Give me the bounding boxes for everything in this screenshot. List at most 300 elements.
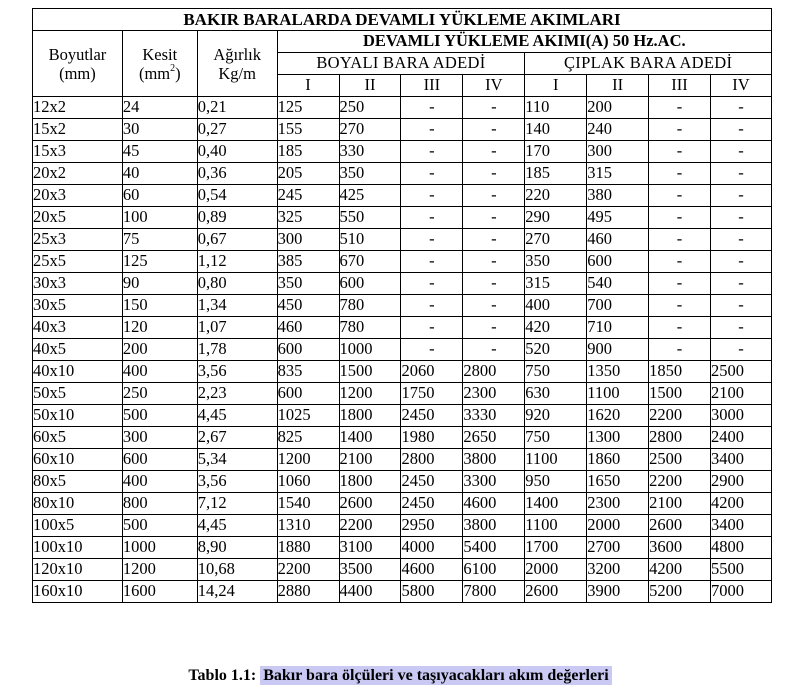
cell-painted-ii: 510 bbox=[339, 229, 401, 251]
cell-painted-ii: 3500 bbox=[339, 559, 401, 581]
cell-bare-i: 1400 bbox=[525, 493, 587, 515]
table-caption bbox=[0, 667, 800, 685]
cell-bare-iii: 1500 bbox=[649, 383, 711, 405]
cell-bare-iii: - bbox=[649, 251, 711, 273]
cell-painted-ii: 1000 bbox=[339, 339, 401, 361]
cell-bare-iii: 2800 bbox=[649, 427, 711, 449]
header-section bbox=[122, 31, 197, 97]
cell-bare-i: 170 bbox=[525, 141, 587, 163]
cell-size: 20x2 bbox=[33, 163, 123, 185]
cell-bare-iv: 2500 bbox=[711, 361, 772, 383]
cell-section: 600 bbox=[122, 449, 197, 471]
table-row bbox=[33, 163, 772, 185]
cell-size: 60x5 bbox=[33, 427, 123, 449]
cell-bare-iv: - bbox=[711, 141, 772, 163]
table-row bbox=[33, 185, 772, 207]
header-size-label: Boyutlar bbox=[48, 44, 107, 64]
cell-bare-i: 270 bbox=[525, 229, 587, 251]
cell-weight: 1,34 bbox=[197, 295, 277, 317]
cell-painted-ii: 780 bbox=[339, 317, 401, 339]
cell-section: 100 bbox=[122, 207, 197, 229]
cell-bare-i: 950 bbox=[525, 471, 587, 493]
table-row bbox=[33, 273, 772, 295]
header-size bbox=[33, 31, 123, 97]
cell-weight: 0,40 bbox=[197, 141, 277, 163]
cell-weight: 10,68 bbox=[197, 559, 277, 581]
cell-size: 50x5 bbox=[33, 383, 123, 405]
cell-weight: 0,54 bbox=[197, 185, 277, 207]
cell-painted-i: 1880 bbox=[277, 537, 339, 559]
cell-bare-iii: 2200 bbox=[649, 405, 711, 427]
header-section-unit-close: ) bbox=[175, 63, 181, 83]
cell-painted-iii: 1750 bbox=[401, 383, 463, 405]
cell-bare-iv: 4800 bbox=[711, 537, 772, 559]
cell-weight: 0,36 bbox=[197, 163, 277, 185]
cell-weight: 0,89 bbox=[197, 207, 277, 229]
cell-painted-i: 125 bbox=[277, 97, 339, 119]
cell-painted-iii: 2950 bbox=[401, 515, 463, 537]
cell-size: 12x2 bbox=[33, 97, 123, 119]
cell-bare-i: 750 bbox=[525, 427, 587, 449]
cell-painted-iv: - bbox=[463, 317, 525, 339]
cell-bare-i: 400 bbox=[525, 295, 587, 317]
cell-bare-iv: 2400 bbox=[711, 427, 772, 449]
cell-painted-ii: 1400 bbox=[339, 427, 401, 449]
cell-painted-ii: 330 bbox=[339, 141, 401, 163]
table-row bbox=[33, 295, 772, 317]
cell-painted-iv: - bbox=[463, 295, 525, 317]
cell-bare-iii: 4200 bbox=[649, 559, 711, 581]
cell-bare-i: 315 bbox=[525, 273, 587, 295]
cell-painted-i: 450 bbox=[277, 295, 339, 317]
table-row bbox=[33, 207, 772, 229]
bare-count-i: I bbox=[525, 75, 587, 97]
cell-bare-iii: 3600 bbox=[649, 537, 711, 559]
cell-bare-ii: 380 bbox=[587, 185, 649, 207]
table-body bbox=[33, 97, 772, 603]
cell-size: 30x5 bbox=[33, 295, 123, 317]
cell-painted-ii: 2100 bbox=[339, 449, 401, 471]
cell-weight: 2,67 bbox=[197, 427, 277, 449]
cell-painted-iv: 2800 bbox=[463, 361, 525, 383]
cell-painted-ii: 670 bbox=[339, 251, 401, 273]
cell-painted-iv: 5400 bbox=[463, 537, 525, 559]
cell-bare-i: 420 bbox=[525, 317, 587, 339]
cell-section: 60 bbox=[122, 185, 197, 207]
cell-bare-iii: - bbox=[649, 273, 711, 295]
cell-section: 500 bbox=[122, 515, 197, 537]
table-row bbox=[33, 361, 772, 383]
cell-painted-iii: 1980 bbox=[401, 427, 463, 449]
cell-size: 100x5 bbox=[33, 515, 123, 537]
table-row bbox=[33, 559, 772, 581]
cell-painted-iv: - bbox=[463, 119, 525, 141]
cell-bare-iii: - bbox=[649, 207, 711, 229]
cell-bare-ii: 700 bbox=[587, 295, 649, 317]
cell-bare-iv: - bbox=[711, 339, 772, 361]
cell-bare-iv: - bbox=[711, 119, 772, 141]
cell-painted-ii: 4400 bbox=[339, 581, 401, 603]
cell-size: 80x5 bbox=[33, 471, 123, 493]
cell-bare-ii: 1650 bbox=[587, 471, 649, 493]
cell-painted-iii: 4000 bbox=[401, 537, 463, 559]
cell-painted-iii: - bbox=[401, 229, 463, 251]
cell-weight: 4,45 bbox=[197, 405, 277, 427]
cell-bare-iii: 2100 bbox=[649, 493, 711, 515]
header-weight bbox=[197, 31, 277, 97]
busbar-current-table bbox=[32, 8, 772, 603]
table-row bbox=[33, 515, 772, 537]
cell-weight: 3,56 bbox=[197, 471, 277, 493]
cell-painted-iii: - bbox=[401, 317, 463, 339]
cell-bare-iv: 4200 bbox=[711, 493, 772, 515]
cell-bare-iii: 1850 bbox=[649, 361, 711, 383]
table-row bbox=[33, 251, 772, 273]
cell-size: 80x10 bbox=[33, 493, 123, 515]
cell-painted-iii: - bbox=[401, 251, 463, 273]
cell-painted-ii: 425 bbox=[339, 185, 401, 207]
cell-painted-ii: 3100 bbox=[339, 537, 401, 559]
cell-painted-iii: - bbox=[401, 185, 463, 207]
cell-section: 300 bbox=[122, 427, 197, 449]
cell-painted-iii: 2450 bbox=[401, 405, 463, 427]
cell-bare-i: 2000 bbox=[525, 559, 587, 581]
cell-bare-iii: - bbox=[649, 97, 711, 119]
bare-count-ii: II bbox=[587, 75, 649, 97]
cell-section: 40 bbox=[122, 163, 197, 185]
cell-painted-i: 245 bbox=[277, 185, 339, 207]
cell-bare-ii: 460 bbox=[587, 229, 649, 251]
cell-bare-iv: 5500 bbox=[711, 559, 772, 581]
cell-bare-iii: - bbox=[649, 185, 711, 207]
cell-bare-i: 630 bbox=[525, 383, 587, 405]
cell-painted-ii: 1500 bbox=[339, 361, 401, 383]
cell-painted-i: 1200 bbox=[277, 449, 339, 471]
cell-bare-ii: 495 bbox=[587, 207, 649, 229]
cell-painted-iv: 3330 bbox=[463, 405, 525, 427]
cell-bare-ii: 2000 bbox=[587, 515, 649, 537]
table-row bbox=[33, 119, 772, 141]
bare-count-iii: III bbox=[649, 75, 711, 97]
cell-bare-iv: - bbox=[711, 97, 772, 119]
cell-bare-ii: 3900 bbox=[587, 581, 649, 603]
cell-bare-iv: - bbox=[711, 185, 772, 207]
cell-bare-i: 520 bbox=[525, 339, 587, 361]
bare-count-iv: IV bbox=[711, 75, 772, 97]
cell-section: 125 bbox=[122, 251, 197, 273]
header-weight-label: Ağırlık bbox=[213, 44, 261, 64]
cell-painted-i: 835 bbox=[277, 361, 339, 383]
cell-painted-i: 185 bbox=[277, 141, 339, 163]
cell-bare-iii: - bbox=[649, 339, 711, 361]
cell-bare-ii: 710 bbox=[587, 317, 649, 339]
header-section-exponent: 2 bbox=[170, 63, 176, 74]
cell-painted-ii: 780 bbox=[339, 295, 401, 317]
cell-painted-ii: 550 bbox=[339, 207, 401, 229]
cell-painted-iv: 6100 bbox=[463, 559, 525, 581]
cell-size: 15x3 bbox=[33, 141, 123, 163]
cell-bare-i: 2600 bbox=[525, 581, 587, 603]
cell-bare-iv: 3400 bbox=[711, 449, 772, 471]
cell-painted-iv: - bbox=[463, 339, 525, 361]
cell-painted-iii: - bbox=[401, 97, 463, 119]
cell-painted-iii: - bbox=[401, 119, 463, 141]
cell-bare-iv: - bbox=[711, 295, 772, 317]
cell-painted-i: 1540 bbox=[277, 493, 339, 515]
header-weight-unit: Kg/m bbox=[218, 63, 256, 83]
cell-bare-i: 920 bbox=[525, 405, 587, 427]
cell-bare-ii: 200 bbox=[587, 97, 649, 119]
cell-section: 250 bbox=[122, 383, 197, 405]
table-row bbox=[33, 229, 772, 251]
table-row bbox=[33, 383, 772, 405]
cell-painted-iii: - bbox=[401, 141, 463, 163]
cell-painted-i: 2880 bbox=[277, 581, 339, 603]
cell-bare-ii: 600 bbox=[587, 251, 649, 273]
cell-painted-iv: - bbox=[463, 229, 525, 251]
cell-painted-iii: - bbox=[401, 207, 463, 229]
cell-painted-i: 1025 bbox=[277, 405, 339, 427]
cell-bare-iii: - bbox=[649, 119, 711, 141]
cell-painted-ii: 2600 bbox=[339, 493, 401, 515]
cell-weight: 7,12 bbox=[197, 493, 277, 515]
cell-bare-i: 290 bbox=[525, 207, 587, 229]
cell-bare-ii: 1300 bbox=[587, 427, 649, 449]
cell-size: 60x10 bbox=[33, 449, 123, 471]
cell-section: 120 bbox=[122, 317, 197, 339]
cell-section: 800 bbox=[122, 493, 197, 515]
cell-painted-ii: 1200 bbox=[339, 383, 401, 405]
cell-painted-iii: 2800 bbox=[401, 449, 463, 471]
cell-bare-iii: - bbox=[649, 295, 711, 317]
cell-painted-iii: - bbox=[401, 295, 463, 317]
cell-weight: 0,21 bbox=[197, 97, 277, 119]
cell-size: 120x10 bbox=[33, 559, 123, 581]
cell-bare-ii: 240 bbox=[587, 119, 649, 141]
bare-bar-header: ÇIPLAK BARA ADEDİ bbox=[525, 53, 772, 75]
cell-section: 30 bbox=[122, 119, 197, 141]
cell-section: 500 bbox=[122, 405, 197, 427]
cell-size: 40x3 bbox=[33, 317, 123, 339]
cell-bare-iv: 3000 bbox=[711, 405, 772, 427]
cell-painted-iv: - bbox=[463, 97, 525, 119]
cell-painted-iii: 4600 bbox=[401, 559, 463, 581]
header-section-unit: (mm bbox=[138, 63, 171, 83]
cell-bare-iii: 5200 bbox=[649, 581, 711, 603]
cell-weight: 14,24 bbox=[197, 581, 277, 603]
cell-painted-i: 325 bbox=[277, 207, 339, 229]
cell-size: 20x3 bbox=[33, 185, 123, 207]
cell-bare-ii: 900 bbox=[587, 339, 649, 361]
cell-size: 15x2 bbox=[33, 119, 123, 141]
table-row bbox=[33, 537, 772, 559]
cell-painted-iv: - bbox=[463, 251, 525, 273]
cell-painted-iv: - bbox=[463, 207, 525, 229]
cell-weight: 0,67 bbox=[197, 229, 277, 251]
cell-bare-iv: - bbox=[711, 273, 772, 295]
cell-bare-iv: 2900 bbox=[711, 471, 772, 493]
cell-bare-i: 220 bbox=[525, 185, 587, 207]
cell-bare-iv: - bbox=[711, 207, 772, 229]
cell-size: 20x5 bbox=[33, 207, 123, 229]
table-row bbox=[33, 581, 772, 603]
cell-weight: 8,90 bbox=[197, 537, 277, 559]
cell-weight: 1,07 bbox=[197, 317, 277, 339]
cell-bare-ii: 1350 bbox=[587, 361, 649, 383]
painted-count-i: I bbox=[277, 75, 339, 97]
cell-painted-iv: - bbox=[463, 185, 525, 207]
current-header: DEVAMLI YÜKLEME AKIMI(A) 50 Hz.AC. bbox=[277, 31, 771, 53]
cell-painted-iv: 2300 bbox=[463, 383, 525, 405]
cell-size: 40x10 bbox=[33, 361, 123, 383]
cell-painted-iv: 2650 bbox=[463, 427, 525, 449]
painted-count-ii: II bbox=[339, 75, 401, 97]
cell-painted-iv: 7800 bbox=[463, 581, 525, 603]
cell-bare-i: 1100 bbox=[525, 515, 587, 537]
cell-painted-ii: 1800 bbox=[339, 471, 401, 493]
cell-bare-ii: 300 bbox=[587, 141, 649, 163]
cell-bare-i: 350 bbox=[525, 251, 587, 273]
cell-bare-iii: - bbox=[649, 141, 711, 163]
cell-size: 50x10 bbox=[33, 405, 123, 427]
table-row bbox=[33, 97, 772, 119]
cell-painted-iii: 2450 bbox=[401, 471, 463, 493]
cell-weight: 1,78 bbox=[197, 339, 277, 361]
cell-bare-iv: - bbox=[711, 163, 772, 185]
cell-section: 75 bbox=[122, 229, 197, 251]
cell-bare-iv: 7000 bbox=[711, 581, 772, 603]
cell-bare-iii: 2500 bbox=[649, 449, 711, 471]
cell-bare-ii: 1620 bbox=[587, 405, 649, 427]
cell-painted-ii: 350 bbox=[339, 163, 401, 185]
cell-bare-iv: 2100 bbox=[711, 383, 772, 405]
cell-bare-ii: 2700 bbox=[587, 537, 649, 559]
cell-painted-i: 205 bbox=[277, 163, 339, 185]
cell-bare-i: 185 bbox=[525, 163, 587, 185]
table-row bbox=[33, 317, 772, 339]
cell-section: 90 bbox=[122, 273, 197, 295]
cell-section: 1000 bbox=[122, 537, 197, 559]
cell-section: 1600 bbox=[122, 581, 197, 603]
cell-weight: 4,45 bbox=[197, 515, 277, 537]
cell-size: 25x5 bbox=[33, 251, 123, 273]
cell-bare-iii: 2200 bbox=[649, 471, 711, 493]
painted-count-iv: IV bbox=[463, 75, 525, 97]
cell-weight: 1,12 bbox=[197, 251, 277, 273]
table-row bbox=[33, 405, 772, 427]
cell-bare-i: 140 bbox=[525, 119, 587, 141]
cell-painted-iii: - bbox=[401, 163, 463, 185]
cell-bare-ii: 540 bbox=[587, 273, 649, 295]
cell-bare-ii: 315 bbox=[587, 163, 649, 185]
cell-weight: 5,34 bbox=[197, 449, 277, 471]
cell-painted-i: 385 bbox=[277, 251, 339, 273]
header-size-unit: (mm) bbox=[59, 63, 96, 83]
cell-painted-iv: 3800 bbox=[463, 515, 525, 537]
cell-painted-i: 600 bbox=[277, 383, 339, 405]
cell-bare-i: 1100 bbox=[525, 449, 587, 471]
cell-painted-iii: 2060 bbox=[401, 361, 463, 383]
cell-painted-i: 2200 bbox=[277, 559, 339, 581]
cell-weight: 0,80 bbox=[197, 273, 277, 295]
cell-size: 100x10 bbox=[33, 537, 123, 559]
cell-painted-iii: - bbox=[401, 339, 463, 361]
cell-painted-i: 600 bbox=[277, 339, 339, 361]
cell-bare-ii: 1860 bbox=[587, 449, 649, 471]
cell-painted-ii: 1800 bbox=[339, 405, 401, 427]
caption-prefix: Tablo 1.1: bbox=[188, 667, 257, 684]
cell-weight: 3,56 bbox=[197, 361, 277, 383]
caption-text: Bakır bara ölçüleri ve taşıyacakları akım değerleri bbox=[260, 666, 611, 685]
table-row bbox=[33, 471, 772, 493]
cell-bare-ii: 1100 bbox=[587, 383, 649, 405]
cell-bare-iv: - bbox=[711, 229, 772, 251]
table-row bbox=[33, 339, 772, 361]
cell-bare-iii: - bbox=[649, 317, 711, 339]
cell-section: 200 bbox=[122, 339, 197, 361]
cell-painted-iv: - bbox=[463, 141, 525, 163]
header-section-label: Kesit bbox=[142, 44, 178, 64]
cell-painted-iv: 4600 bbox=[463, 493, 525, 515]
cell-painted-i: 825 bbox=[277, 427, 339, 449]
cell-painted-ii: 2200 bbox=[339, 515, 401, 537]
cell-painted-i: 350 bbox=[277, 273, 339, 295]
table-title: BAKIR BARALARDA DEVAMLI YÜKLEME AKIMLARI bbox=[33, 9, 772, 31]
cell-section: 45 bbox=[122, 141, 197, 163]
cell-section: 24 bbox=[122, 97, 197, 119]
cell-section: 400 bbox=[122, 361, 197, 383]
cell-size: 40x5 bbox=[33, 339, 123, 361]
cell-painted-i: 300 bbox=[277, 229, 339, 251]
cell-bare-iii: - bbox=[649, 229, 711, 251]
cell-section: 1200 bbox=[122, 559, 197, 581]
table-row bbox=[33, 493, 772, 515]
cell-size: 30x3 bbox=[33, 273, 123, 295]
table-row bbox=[33, 427, 772, 449]
cell-bare-iv: - bbox=[711, 317, 772, 339]
cell-bare-ii: 2300 bbox=[587, 493, 649, 515]
cell-section: 400 bbox=[122, 471, 197, 493]
cell-weight: 2,23 bbox=[197, 383, 277, 405]
cell-painted-iii: 5800 bbox=[401, 581, 463, 603]
cell-painted-ii: 600 bbox=[339, 273, 401, 295]
cell-bare-i: 1700 bbox=[525, 537, 587, 559]
cell-painted-i: 1310 bbox=[277, 515, 339, 537]
cell-painted-i: 1060 bbox=[277, 471, 339, 493]
cell-painted-iv: - bbox=[463, 163, 525, 185]
table-row bbox=[33, 141, 772, 163]
cell-bare-iii: - bbox=[649, 163, 711, 185]
cell-painted-i: 460 bbox=[277, 317, 339, 339]
cell-bare-ii: 3200 bbox=[587, 559, 649, 581]
painted-count-iii: III bbox=[401, 75, 463, 97]
cell-painted-iv: 3300 bbox=[463, 471, 525, 493]
painted-bar-header: BOYALI BARA ADEDİ bbox=[277, 53, 525, 75]
cell-section: 150 bbox=[122, 295, 197, 317]
cell-painted-ii: 250 bbox=[339, 97, 401, 119]
cell-size: 160x10 bbox=[33, 581, 123, 603]
cell-bare-iii: 2600 bbox=[649, 515, 711, 537]
cell-bare-i: 110 bbox=[525, 97, 587, 119]
cell-painted-iii: 2450 bbox=[401, 493, 463, 515]
cell-bare-iv: 3400 bbox=[711, 515, 772, 537]
cell-painted-i: 155 bbox=[277, 119, 339, 141]
cell-weight: 0,27 bbox=[197, 119, 277, 141]
cell-painted-iii: - bbox=[401, 273, 463, 295]
table-row bbox=[33, 449, 772, 471]
cell-painted-iv: 3800 bbox=[463, 449, 525, 471]
cell-size: 25x3 bbox=[33, 229, 123, 251]
